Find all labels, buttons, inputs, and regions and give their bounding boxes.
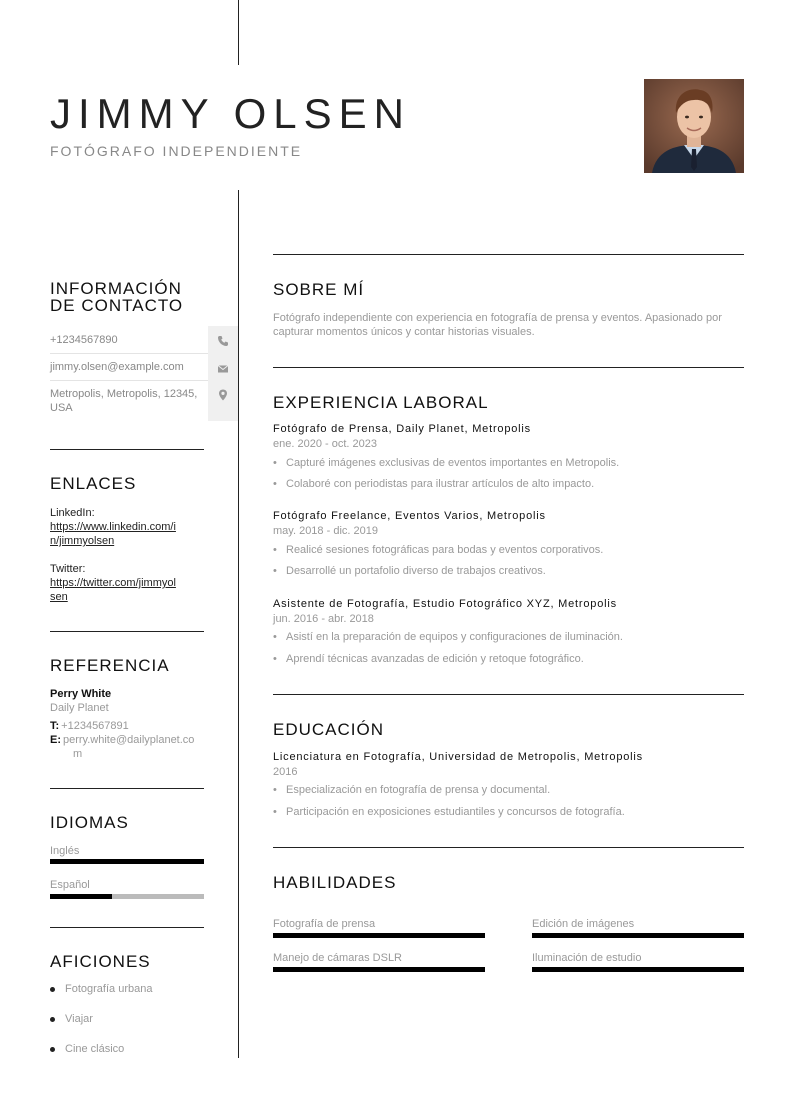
- sidebar-divider: [50, 927, 204, 928]
- contact-section: [50, 280, 205, 314]
- reference-email-row: [50, 733, 205, 761]
- job-bullet: [273, 631, 623, 643]
- links-section: [50, 475, 205, 492]
- phone-icon: [217, 335, 229, 347]
- language-name: Inglés: [50, 845, 80, 857]
- bullet-dot: •: [273, 784, 277, 796]
- contact-email: jimmy.olsen@example.com: [50, 361, 184, 373]
- hobby-label: Fotografía urbana: [65, 983, 153, 995]
- language-name: Español: [50, 879, 90, 891]
- link-linkedin-url-cont[interactable]: n/jimmyolsen: [50, 535, 115, 547]
- skill-name: Iluminación de estudio: [532, 952, 642, 964]
- contact-address-line2: USA: [50, 402, 73, 414]
- hobby-label: Viajar: [65, 1013, 93, 1025]
- reference-details: [50, 687, 205, 761]
- job-dates: ene. 2020 - oct. 2023: [273, 438, 377, 450]
- contact-address-line1: Metropolis, Metropolis, 12345,: [50, 388, 198, 400]
- skills-heading: HABILIDADES: [273, 873, 397, 892]
- hobby-label: Cine clásico: [65, 1043, 125, 1055]
- hobbies-heading: AFICIONES: [50, 952, 151, 971]
- bullet-dot: [50, 1017, 55, 1022]
- job-bullet-text: Capturé imágenes exclusivas de eventos importantes en Metropolis.: [286, 457, 620, 469]
- bullet-dot: •: [273, 806, 277, 818]
- bullet-dot: •: [273, 565, 277, 577]
- skill-level-fill: [273, 967, 485, 972]
- language-level-bar: [50, 859, 204, 864]
- skill-level-fill: [532, 933, 744, 938]
- link-linkedin: [50, 506, 205, 548]
- bullet-dot: •: [273, 457, 277, 469]
- map-pin-icon: [217, 389, 229, 401]
- contact-phone: +1234567890: [50, 334, 118, 346]
- sidebar-divider: [50, 449, 204, 450]
- job-bullet-text: Asistí en la preparación de equipos y configuraciones de iluminación.: [286, 631, 623, 643]
- skill-level-bar: [273, 933, 485, 938]
- about-heading: SOBRE MÍ: [273, 280, 365, 299]
- sidebar-divider: [50, 788, 204, 789]
- language-level-fill: [50, 859, 204, 864]
- job-bullet-text: Aprendí técnicas avanzadas de edición y retoque fotográfico.: [286, 653, 584, 665]
- job-bullet: [273, 565, 546, 577]
- envelope-icon: [217, 363, 229, 375]
- reference-phone-row: [50, 719, 205, 733]
- reference-phone: +1234567891: [61, 720, 129, 732]
- hobby-item: [50, 1043, 124, 1055]
- contact-heading: INFORMACIÓN: [50, 279, 182, 298]
- link-linkedin-url[interactable]: https://www.linkedin.com/i: [50, 521, 176, 533]
- section-divider: [273, 847, 744, 848]
- bullet-dot: •: [273, 544, 277, 556]
- job-title: Fotógrafo Freelance, Eventos Varios, Metropolis: [273, 510, 546, 522]
- link-twitter-url-cont[interactable]: sen: [50, 591, 68, 603]
- bullet-dot: •: [273, 631, 277, 643]
- reference-section: [50, 657, 205, 674]
- about-text: Fotógrafo independiente con experiencia en fotografía de prensa y eventos. Apasionado por capturar momentos únicos y contar historias visuales.: [273, 312, 722, 338]
- job-dates: jun. 2016 - abr. 2018: [273, 613, 374, 625]
- skill-level-bar: [532, 933, 744, 938]
- job-bullet: [273, 544, 603, 556]
- bullet-dot: [50, 1047, 55, 1052]
- job-dates: may. 2018 - dic. 2019: [273, 525, 378, 537]
- education-bullet: [273, 784, 550, 796]
- skill-name: Fotografía de prensa: [273, 918, 376, 930]
- job-title: Asistente de Fotografía, Estudio Fotográfico XYZ, Metropolis: [273, 598, 617, 610]
- hobby-item: [50, 983, 152, 995]
- sidebar-divider: [50, 631, 204, 632]
- hobby-item: [50, 1013, 93, 1025]
- job-bullet: [273, 478, 594, 490]
- top-divider-line: [238, 0, 239, 65]
- reference-name: Perry White: [50, 688, 112, 700]
- education-bullet-text: Especialización en fotografía de prensa y documental.: [286, 784, 551, 796]
- skill-level-bar: [273, 967, 485, 972]
- contact-heading-line2: DE CONTACTO: [50, 296, 184, 315]
- languages-section: [50, 814, 205, 831]
- link-twitter-label: Twitter:: [50, 563, 86, 575]
- reference-phone-label: T:: [50, 720, 60, 732]
- job-bullet-text: Desarrollé un portafolio diverso de trabajos creativos.: [286, 565, 546, 577]
- bullet-dot: •: [273, 653, 277, 665]
- link-linkedin-label: LinkedIn:: [50, 507, 95, 519]
- bullet-dot: [50, 987, 55, 992]
- candidate-title: FOTÓGRAFO INDEPENDIENTE: [50, 143, 303, 159]
- bullet-dot: •: [273, 478, 277, 490]
- job-bullet: [273, 457, 619, 469]
- profile-photo: [644, 79, 744, 173]
- language-level-bar: [50, 894, 204, 899]
- column-divider-line: [238, 190, 239, 1058]
- reference-email: [63, 733, 194, 761]
- job-bullet: [273, 653, 584, 665]
- skill-level-bar: [532, 967, 744, 972]
- job-bullet-text: Colaboré con periodistas para ilustrar artículos de alto impacto.: [286, 478, 595, 490]
- candidate-name: JIMMY OLSEN: [50, 90, 411, 137]
- education-year: 2016: [273, 766, 298, 778]
- reference-heading: REFERENCIA: [50, 656, 170, 675]
- link-twitter-url[interactable]: https://twitter.com/jimmyol: [50, 577, 176, 589]
- links-heading: ENLACES: [50, 474, 137, 493]
- reference-company: Daily Planet: [50, 702, 109, 714]
- experience-heading: EXPERIENCIA LABORAL: [273, 393, 489, 412]
- education-bullet-text: Participación en exposiciones estudiantiles y concursos de fotografía.: [286, 806, 625, 818]
- reference-email-label: E:: [50, 734, 61, 746]
- section-divider: [273, 254, 744, 255]
- language-level-fill: [50, 894, 112, 899]
- reference-email-line1: perry.white@dailyplanet.co: [63, 734, 195, 746]
- hobbies-section: [50, 953, 205, 970]
- link-twitter: [50, 562, 205, 604]
- education-bullet: [273, 806, 625, 818]
- skill-name: Edición de imágenes: [532, 918, 635, 930]
- education-heading: EDUCACIÓN: [273, 720, 385, 739]
- education-title: Licenciatura en Fotografía, Universidad de Metropolis, Metropolis: [273, 751, 643, 763]
- reference-email-line2: m: [73, 748, 83, 760]
- job-title: Fotógrafo de Prensa, Daily Planet, Metropolis: [273, 423, 531, 435]
- section-divider: [273, 367, 744, 368]
- skill-level-fill: [273, 933, 485, 938]
- job-bullet-text: Realicé sesiones fotográficas para bodas y eventos corporativos.: [286, 544, 604, 556]
- section-divider: [273, 694, 744, 695]
- skill-name: Manejo de cámaras DSLR: [273, 952, 403, 964]
- skill-level-fill: [532, 967, 744, 972]
- contact-icon-column: [208, 326, 238, 421]
- languages-heading: IDIOMAS: [50, 813, 129, 832]
